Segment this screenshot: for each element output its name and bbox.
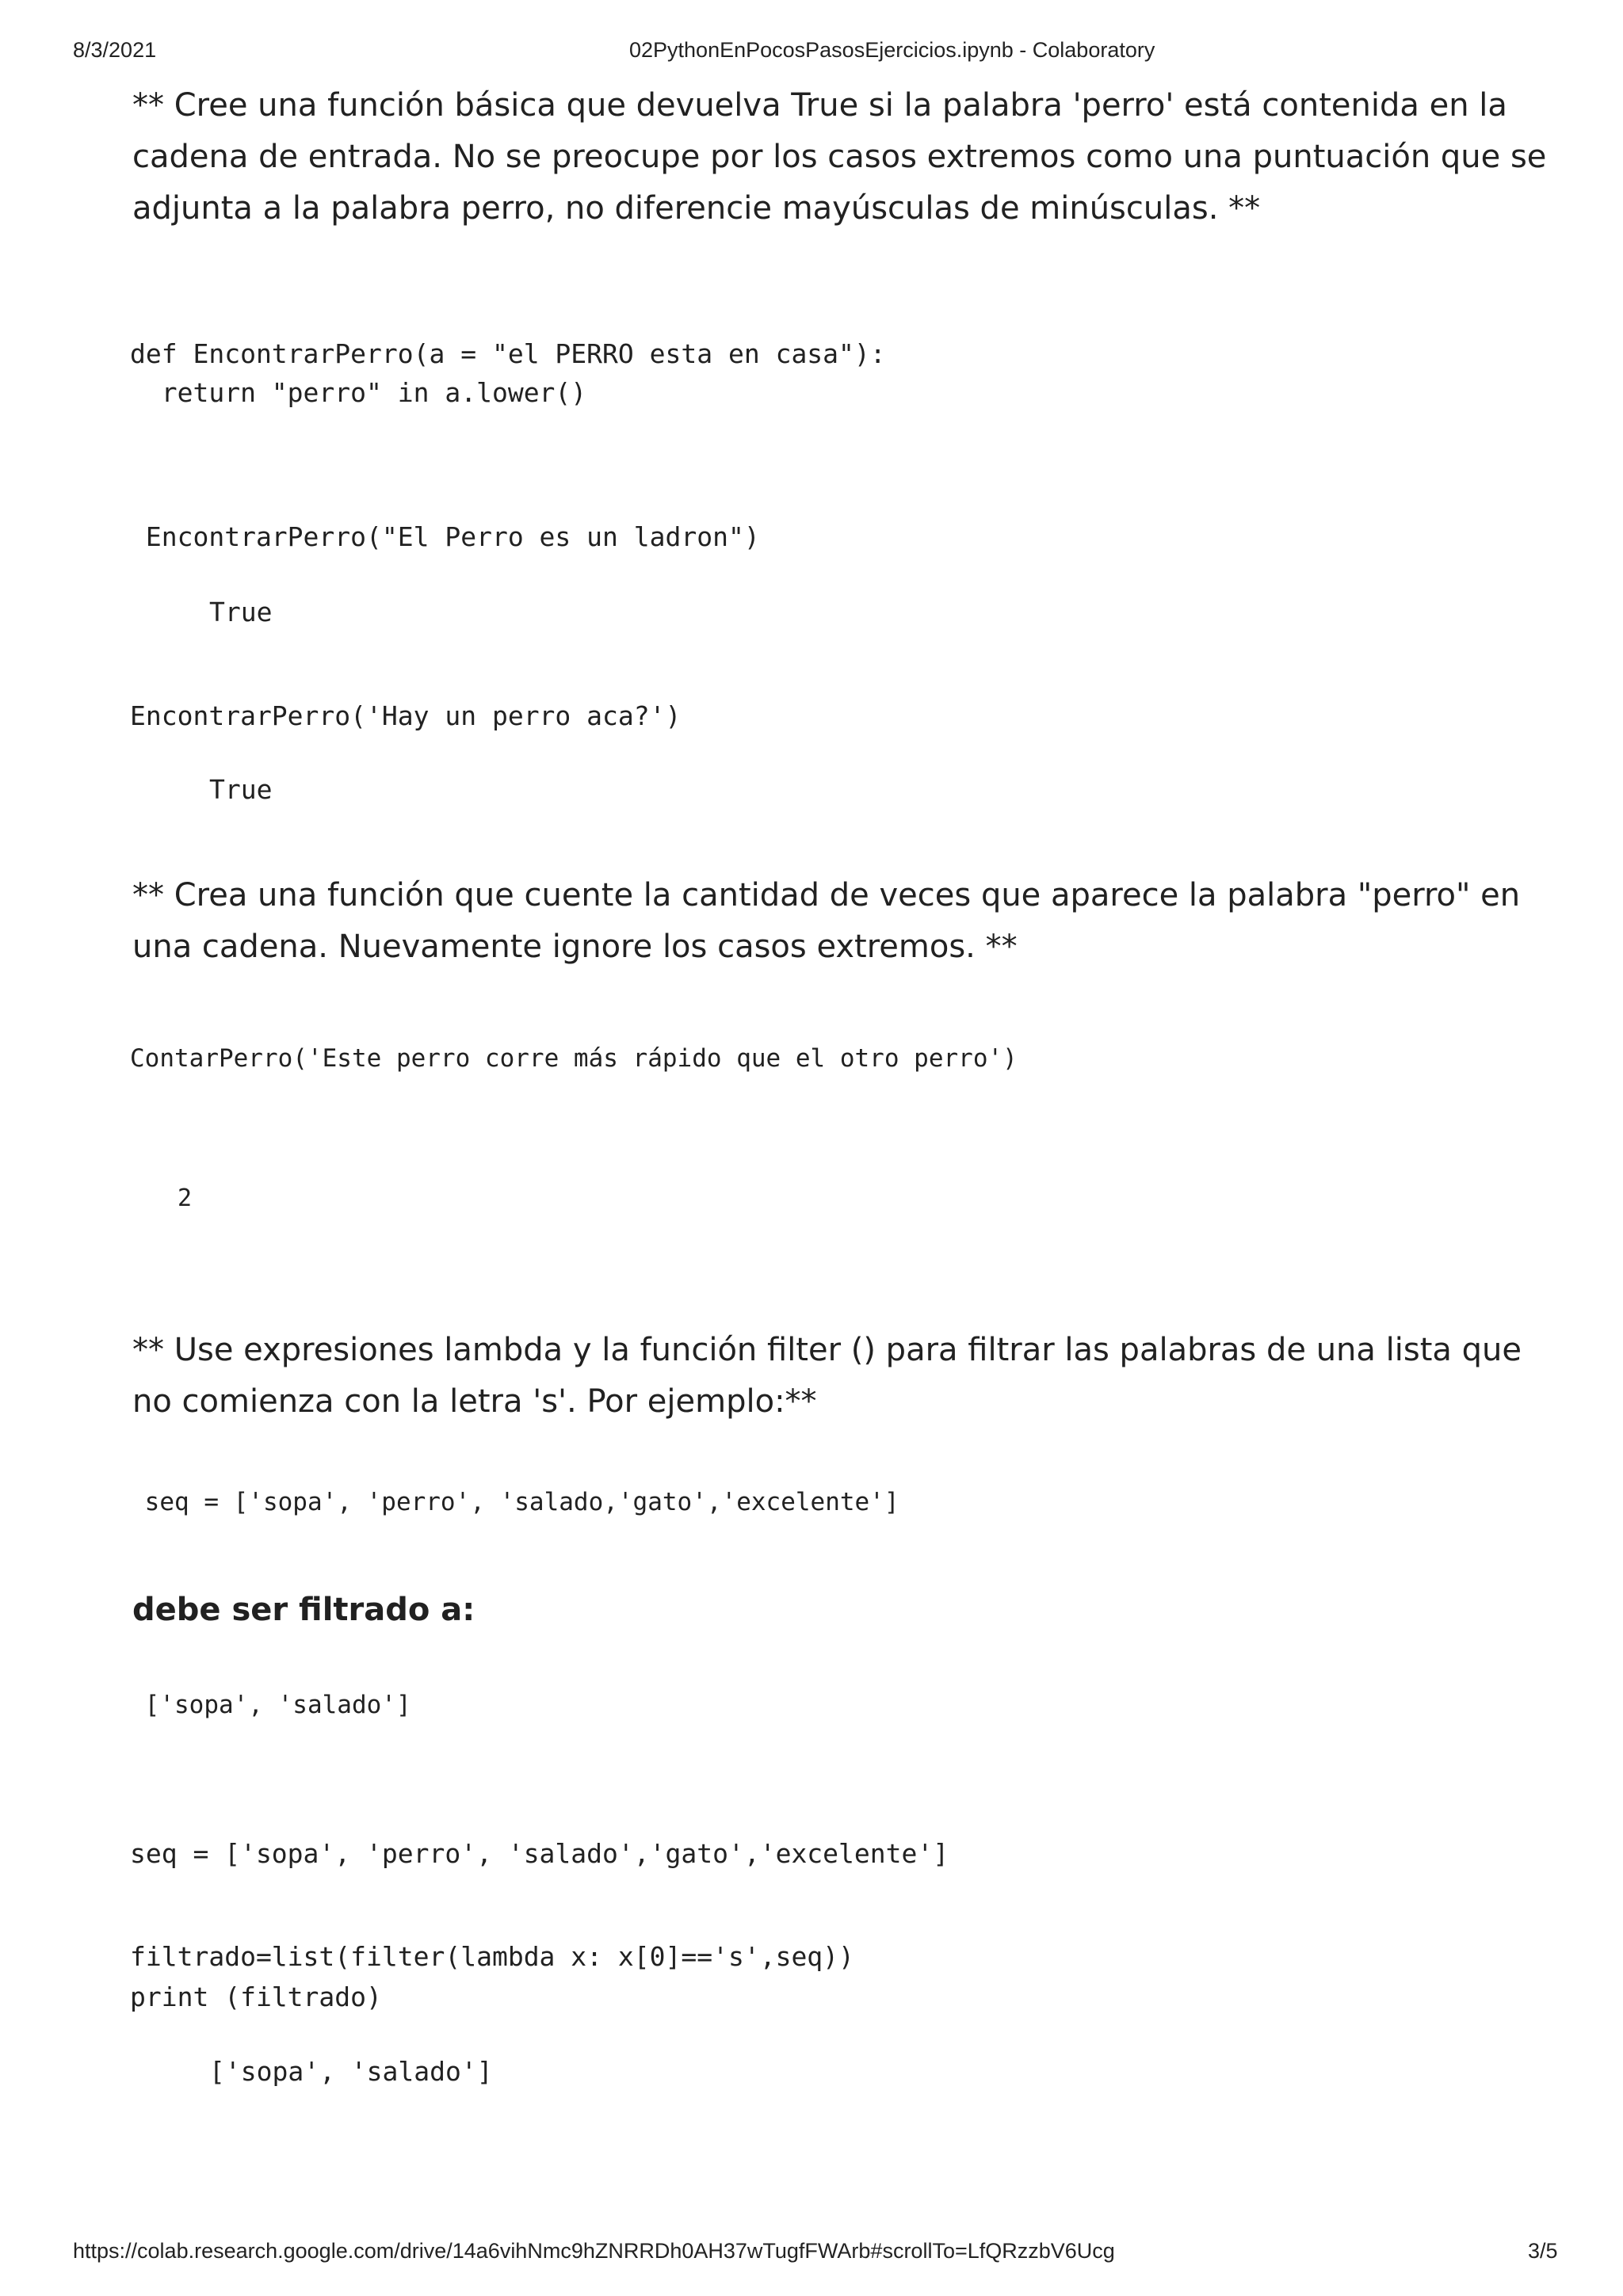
output-filtered-list: ['sopa', 'salado'] xyxy=(209,2056,493,2087)
print-title: 02PythonEnPocosPasosEjercicios.ipynb - Colaboratory xyxy=(629,38,1155,62)
code-line-def: def EncontrarPerro(a = "el PERRO esta en casa"): xyxy=(130,338,886,369)
code-example-result: ['sopa', 'salado'] xyxy=(130,1691,411,1719)
output-true-1: True xyxy=(209,597,273,627)
print-date: 8/3/2021 xyxy=(73,38,157,62)
code-cell-count-call: ContarPerro('Este perro corre más rápido que el otro perro') xyxy=(130,1044,1018,1073)
code-example-seq: seq = ['sopa', 'perro', 'salado,'gato','excelente'] xyxy=(130,1488,899,1516)
code-cell-call-1: EncontrarPerro("El Perro es un ladron") xyxy=(130,521,760,552)
code-line-print: print (filtrado) xyxy=(130,1981,382,2012)
code-line-return: return "perro" in a.lower() xyxy=(130,377,587,408)
markdown-cell-intro: ** Cree una función básica que devuelva True si la palabra 'perro' está contenida en la cadena de entrada. No se preocupe por los casos extremos como una puntuación que se adjunta a la palabra perro, no diferencie mayúsculas de minúsculas. ** xyxy=(132,87,1547,227)
heading-filtered: debe ser filtrado a: xyxy=(132,1592,475,1628)
output-count: 2 xyxy=(178,1184,193,1212)
markdown-cell-filter: ** Use expresiones lambda y la función filter () para filtrar las palabras de una lista que no comienza con la letra 's'. Por ejemplo:** xyxy=(132,1332,1522,1420)
code-cell-call-2: EncontrarPerro('Hay un perro aca?') xyxy=(130,700,682,731)
code-cell-seq: seq = ['sopa', 'perro', 'salado','gato','excelente'] xyxy=(130,1838,949,1869)
markdown-cell-count: ** Crea una función que cuente la cantidad de veces que aparece la palabra "perro" en una cadena. Nuevamente ignore los casos extremos. ** xyxy=(132,877,1521,965)
print-url: https://colab.research.google.com/drive/14a6vihNmc9hZNRRDh0AH37wTugfFWArb#scrollTo=LfQRzzbV6Ucg xyxy=(73,2239,1115,2263)
print-page-number: 3/5 xyxy=(1528,2239,1558,2263)
output-true-2: True xyxy=(209,774,273,805)
code-line-filter: filtrado=list(filter(lambda x: x[0]=='s',seq)) xyxy=(130,1941,854,1972)
